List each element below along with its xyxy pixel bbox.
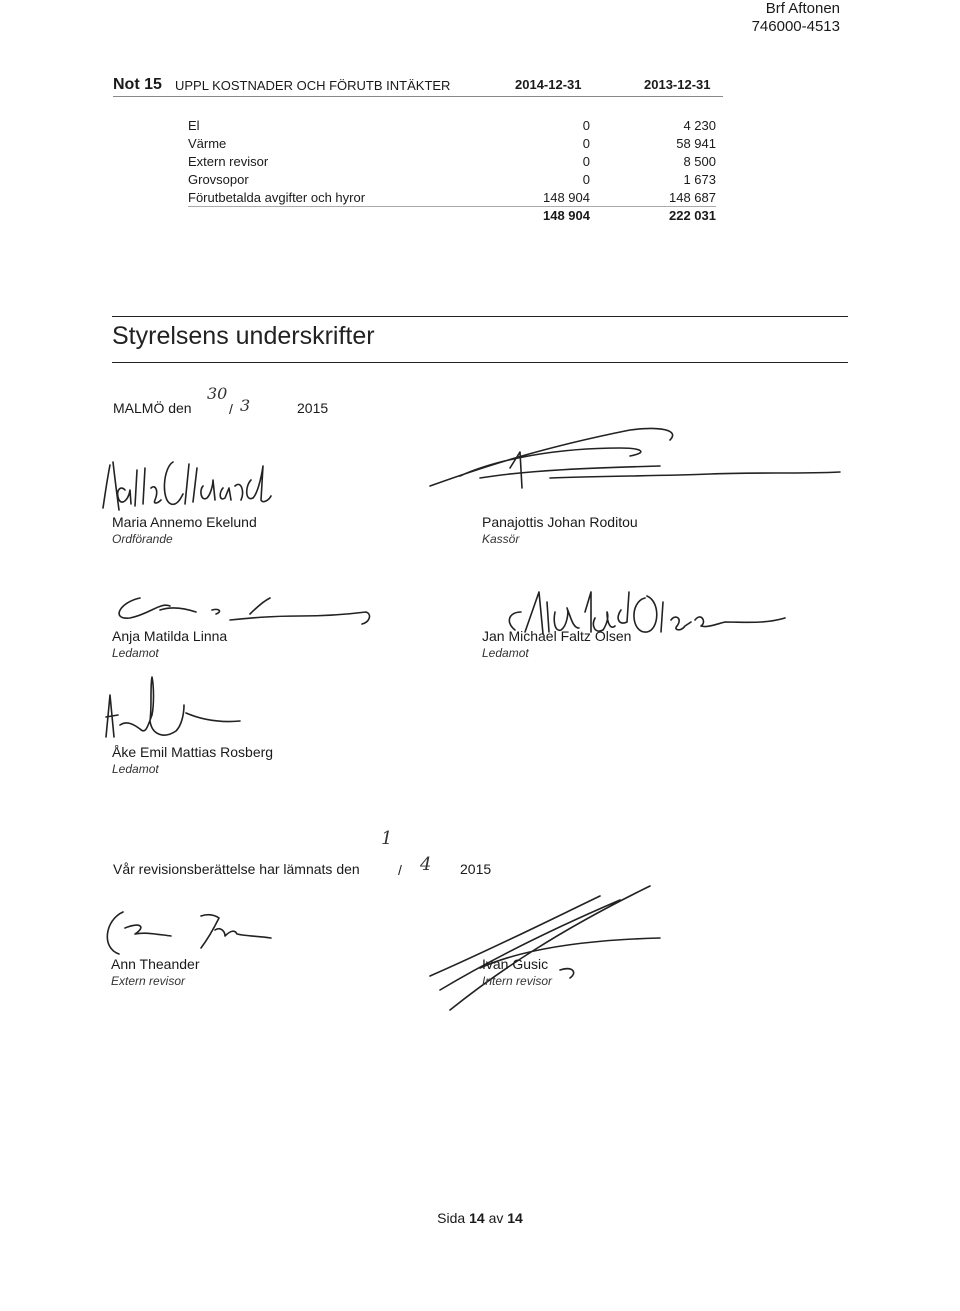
row-value-2013: 58 941 [676,136,716,151]
signatory-name: Maria Annemo Ekelund [112,514,257,530]
signature-panajottis-johan-roditou [420,418,850,498]
note-table [188,117,716,225]
signatory-name: Jan Michael Faltz Olsen [482,628,632,644]
column-header-2014: 2014-12-31 [515,77,582,92]
page-total: 14 [507,1210,523,1226]
board-year: 2015 [297,400,329,416]
row-label: Värme [188,136,227,151]
place-label: MALMÖ den [113,400,192,416]
date-slash: / [229,401,233,417]
signature-maria-annemo-ekelund [85,440,285,520]
handwritten-month: 3 [240,396,251,415]
board-date-line [113,400,192,416]
page-current: 14 [469,1210,485,1226]
table-row [188,135,716,153]
handwritten-day: 30 [207,384,228,403]
org-number: 746000-4513 [751,18,840,35]
signatory-name: Åke Emil Mattias Rosberg [112,744,274,760]
signatory-role: Ledamot [112,646,159,660]
row-value-2014: 0 [582,118,590,133]
table-row [188,153,716,171]
audit-date-slash: / [398,862,402,878]
row-value-2014: 148 904 [543,190,590,205]
note-header [113,76,723,97]
signatory-role: Kassör [482,532,520,546]
handwritten-audit-month: 4 [420,854,432,875]
row-value-2013: 8 500 [683,154,716,169]
row-value-2013: 4 230 [683,118,716,133]
row-value-2014: 0 [582,172,590,187]
board-heading: Styrelsens underskrifter [112,322,375,350]
page-number [0,1210,960,1226]
company-header [752,0,840,36]
signatory-name: Anja Matilda Linna [112,628,228,644]
auditor-name: Ann Theander [111,956,200,972]
row-value-2013: 1 673 [683,172,716,187]
association-name: Brf Aftonen [765,0,840,17]
signature-ann-theander [95,900,295,960]
divider-bottom [112,362,848,363]
table-total-row [188,207,716,225]
total-value-2014: 148 904 [543,208,590,223]
table-row [188,117,716,135]
handwritten-audit-day: 1 [381,828,393,849]
signature-ake-emil-mattias-rosberg [100,665,270,745]
signatory-name: Panajottis Johan Roditou [482,514,638,530]
row-label: Grovsopor [188,172,249,187]
column-header-2013: 2013-12-31 [644,77,711,92]
page-prefix: Sida [437,1210,466,1226]
row-label: Extern revisor [188,154,269,169]
note-title: UPPL KOSTNADER OCH FÖRUTB INTÄKTER [175,78,451,93]
audit-statement: Vår revisionsberättelse har lämnats den [113,861,360,877]
row-value-2014: 0 [582,136,590,151]
divider-top [112,316,848,317]
signature-ivan-gusic [420,880,680,1020]
table-row [188,189,716,207]
signatory-role: Ledamot [112,762,159,776]
row-label: El [188,118,200,133]
signatory-role: Ordförande [112,532,173,546]
signature-anja-matilda-linna [100,590,380,630]
audit-year: 2015 [460,861,492,877]
row-value-2013: 148 687 [669,190,716,205]
auditor-name: Ivan Gusic [482,956,549,972]
page-mid: av [488,1210,504,1226]
auditor-role: Intern revisor [482,974,553,988]
auditor-role: Extern revisor [111,974,186,988]
signatory-role: Ledamot [482,646,529,660]
note-number: Not 15 [113,76,162,93]
total-value-2013: 222 031 [669,208,716,223]
row-label: Förutbetalda avgifter och hyror [188,190,366,205]
row-value-2014: 0 [582,154,590,169]
table-row [188,171,716,189]
